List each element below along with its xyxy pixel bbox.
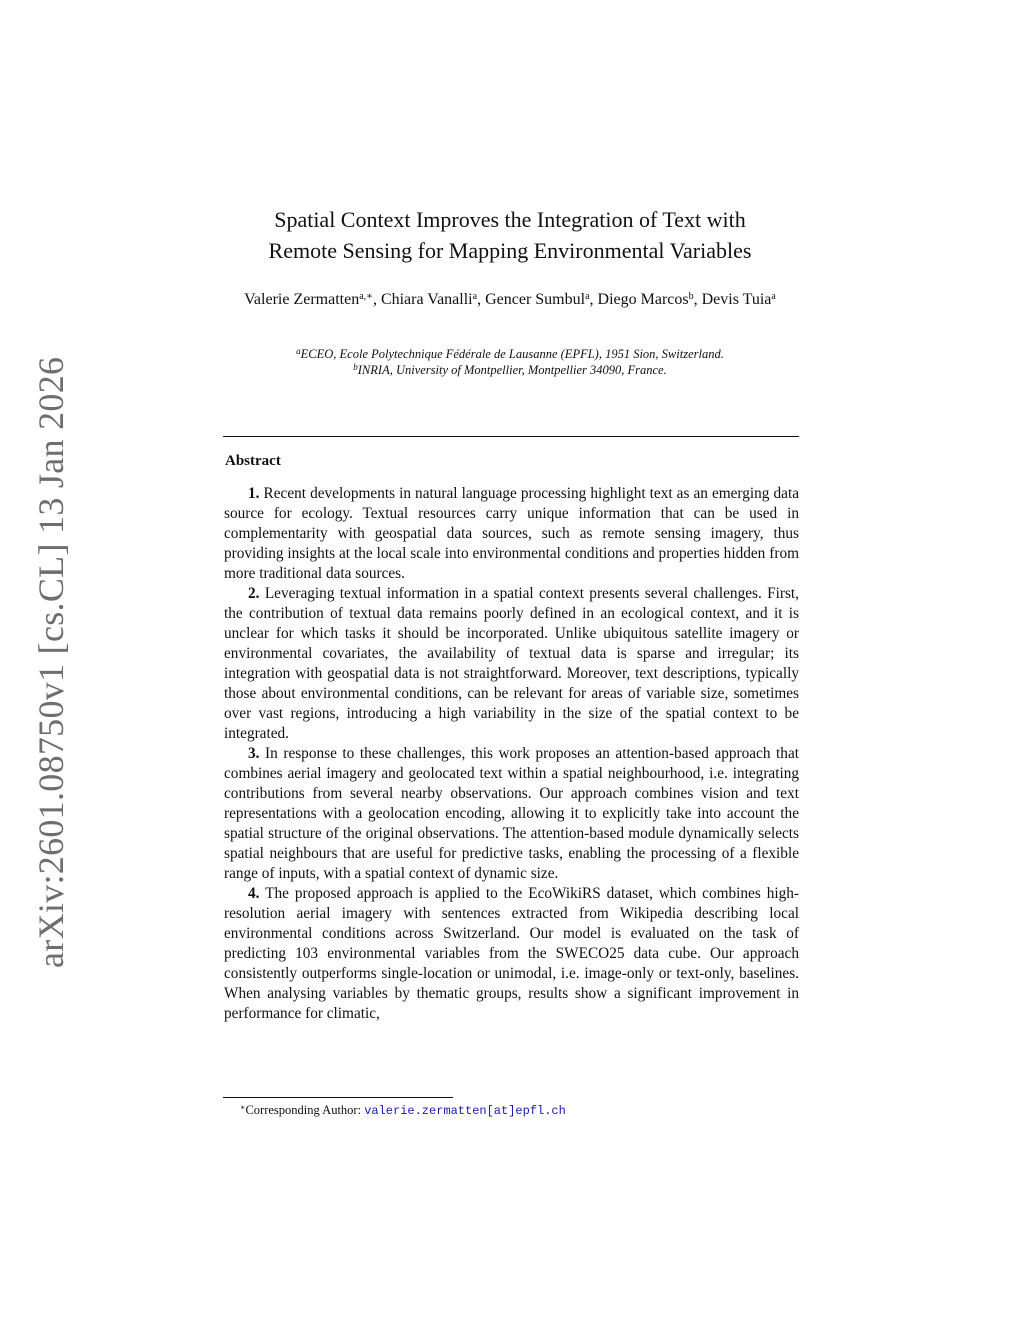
- paper-title: [200, 204, 820, 266]
- author: Chiara Vanalli$^a$: [380, 291, 478, 308]
- author: Devis Tuia$^a$: [701, 291, 776, 308]
- title-line-2: Remote Sensing for Mapping Environmental Variables: [268, 238, 752, 263]
- abstract-paragraph: 2. Leveraging textual information in a spatial context presents several challenges. First, the contribution of textual data remains poorly defined in an ecological context, and it is unclear for which tasks it should be incorporated. Unlike ubiquitous satellite imagery or environmental covariates, the availability of textual data is sparse and irregular; its integration with geospatial data is not straightforward. Moreover, text descriptions, typically those about environmental conditions, can be relevant for areas of variable size, sometimes over vast regions, introducing a high variability in the size of the spatial context to be integrated.: [224, 585, 799, 742]
- title-line-1: Spatial Context Improves the Integration of Text with: [274, 207, 746, 232]
- abstract-paragraph: 4. The proposed approach is applied to the EcoWikiRS dataset, which combines high-resolution aerial imagery with sentences extracted from Wikipedia describing local environmental conditions across Switzerland. Our model is evaluated on the task of predicting 103 environmental variables from the SWECO25 data cube. Our approach consistently outperforms single-location or unimodal, i.e. image-only or text-only, baselines. When analysing variables by thematic groups, results show a significant improvement in performance for climatic,: [224, 885, 799, 1022]
- author: Valerie Zermatten$^{a,∗}$: [244, 291, 373, 308]
- author-list: Valerie Zermatten$^{a,∗}$, Chiara Vanalli$^a$, Gencer Sumbul$^a$, Diego Marcos$^b$, Devis Tuia$^a$: [244, 291, 776, 308]
- abstract-heading: Abstract: [225, 453, 281, 469]
- affiliation: $^b$INRIA, University of Montpellier, Montpellier 34090, France.: [353, 362, 667, 377]
- corresponding-author-footnote: ∗Corresponding Author: valerie.zermatten[at]epfl.ch: [240, 1103, 566, 1118]
- footnote-divider: [223, 1097, 453, 1098]
- affiliation: $^a$ECEO, Ecole Polytechnique Fédérale de Lausanne (EPFL), 1951 Sion, Switzerland.: [296, 346, 724, 361]
- affiliations: [200, 346, 820, 378]
- header-divider: [223, 436, 799, 437]
- email-link[interactable]: valerie.zermatten[at]epfl.ch: [364, 1104, 566, 1118]
- author: Diego Marcos$^b$: [597, 291, 694, 308]
- abstract-paragraph: 3. In response to these challenges, this work proposes an attention-based approach that combines aerial imagery and geolocated text within a spatial neighbourhood, i.e. integrating contributions from several nearby observations. Our approach combines vision and text representations with a geolocation encoding, allowing it to explicitly take into account the spatial structure of the original observations. The attention-based module dynamically selects spatial neighbours that are useful for predictive tasks, enabling the processing of a flexible range of inputs, with a spatial context of dynamic size.: [224, 745, 799, 882]
- author: Gencer Sumbul$^a$: [485, 291, 590, 308]
- abstract-body: [224, 484, 799, 1024]
- abstract-paragraph: 1. Recent developments in natural language processing highlight text as an emerging data source for ecology. Textual resources carry unique information that can be used in complementarity with geospatial data sources, such as remote sensing imagery, thus providing insights at the local scale into environmental conditions and properties hidden from more traditional data sources.: [224, 485, 799, 582]
- arxiv-stamp[interactable]: arXiv:2601.08750v1 [cs.CL] 13 Jan 2026: [31, 356, 71, 969]
